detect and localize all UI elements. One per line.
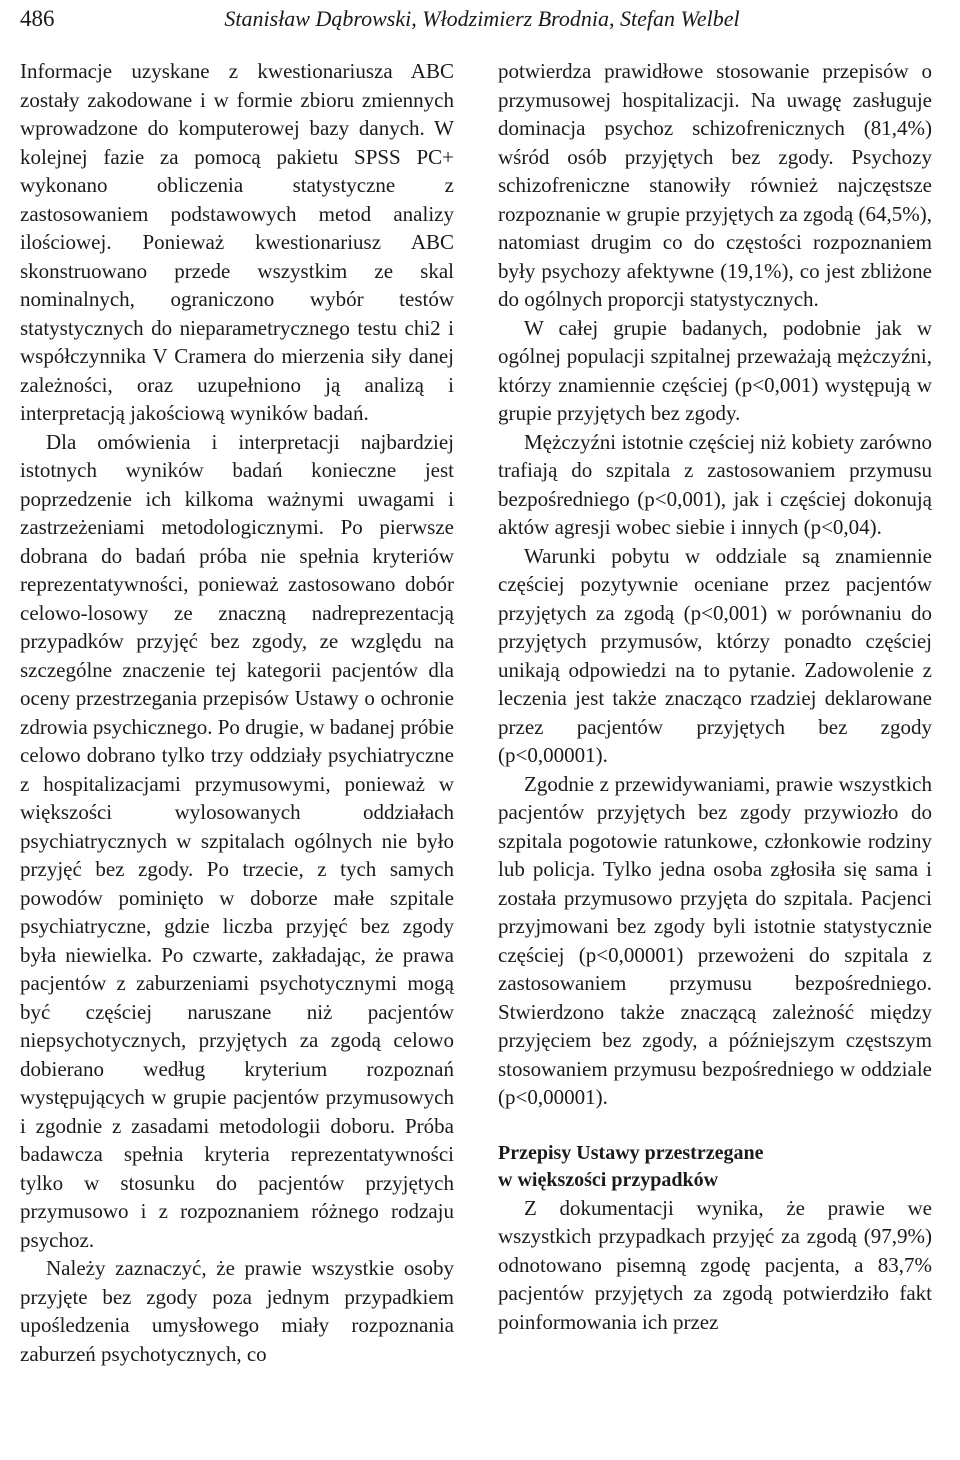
page-header <box>20 4 944 34</box>
paragraph: W całej grupie badanych, podobnie jak w ogólnej populacji szpitalnej przeważają mężczyźni, którzy znamiennie częściej (p<0,001) występują w grupie przyjętych bez zgody. <box>498 315 932 425</box>
section-heading-line: w większości przypadków <box>498 1168 719 1191</box>
paragraph: potwierdza prawidłowe stosowanie przepisów o przymusowej hospitalizacji. Na uwagę zasługuje dominacja psychoz schizofrenicznych (81,4%) wśród osób przyjętych bez zgody. Psychozy schizofreniczne stanowiły również najczęstsze rozpoznanie w grupie przyjętych za zgodą (64,5%), natomiast drugim co do częstości rozpoznaniem były psychozy afektywne (19,1%), co jest zbliżone do ogólnych proporcji statystycznych. <box>498 59 932 311</box>
paragraph: Z dokumentacji wynika, że prawie we wszystkich przypadkach przyjęć za zgodą (97,9%) odnotowano pisemną zgodę pacjenta, a 83,7% pacjentów przyjętych za zgodą potwierdziło fakt poinformowania ich przez <box>498 1195 932 1334</box>
paragraph: Warunki pobytu w oddziale są znamiennie częściej pozytywnie oceniane przez pacjentów przyjętych za zgodą (p<0,001) w porównaniu do przyjętych przymusów, którzy ponadto częściej unikają odpowiedzi na to pytanie. Zadowolenie z leczenia jest także znacząco rzadziej deklarowane przez pacjentów przyjętych bez zgody (p<0,00001). <box>498 543 932 767</box>
paragraph: Zgodnie z przewidywaniami, prawie wszystkich pacjentów przyjętych bez zgody przywiozło do szpitala pogotowie ratunkowe, członkowie rodziny lub policja. Tylko jedna osoba zgłosiła się sama i została przymusowo przyjęta do szpitala. Pacjenci przyjmowani bez zgody byli istotnie statystycznie częściej (p<0,00001) przewożeni do szpitala z zastosowaniem przymusu bezpośredniego. Stwierdzono także znaczącą zależność między przyjęciem bez zgody, a późniejszym częstszym stosowaniem przymusu bezpośredniego w oddziale (p<0,00001). <box>498 771 932 1109</box>
paragraph: Mężczyźni istotnie częściej niż kobiety zarówno trafiają do szpitala z zastosowaniem przymusu bezpośredniego (p<0,001), jak i częściej dokonują aktów agresji wobec siebie i innych (p<0,04). <box>498 429 932 539</box>
paragraph: Informacje uzyskane z kwestionariusza ABC zostały zakodowane i w formie zbioru zmiennych wprowadzone do komputerowej bazy danych. W kolejnej fazie za pomocą pakietu SPSS PC+ wykonano obliczenia statystyczne z zastosowaniem podstawowych metod analizy ilościowej. Ponieważ kwestionariusz ABC skonstruowano przede wszystkim ze skal nominalnych, ograniczono wybór testów statystycznych do nieparametrycznego testu chi2 i współczynnika V Cramera do mierzenia siły danej zależności, oraz uzupełniono ją analizą i interpretacją jakościową wyników badań. <box>20 59 454 425</box>
paragraph: Dla omówienia i interpretacji najbardziej istotnych wyników badań konieczne jest poprzedzenie ich kilkoma ważnymi uwagami i zastrzeżeniami metodologicznymi. Po pierwsze dobrana do badań próba nie spełnia kryteriów reprezentatywności, ponieważ zastosowano dobór celowo-losowy ze znaczną nadreprezentacją przypadków przyjęć bez zgody, ze względu na szczególne znaczenie tej kategorii pacjentów dla oceny przestrzegania przepisów Ustawy o ochronie zdrowia psychicznego. Po drugie, w badanej próbie celowo dobrano tylko trzy oddziały psychiatryczne z hospitalizacjami przymusowymi, ponieważ w większości wylosowanych oddziałach psychiatrycznych w szpitalach ogólnych nie było przyjęć bez zgody. Po trzecie, z tych samych powodów pominięto w doborze małe szpitale psychiatryczne, gdzie liczba przyjęć bez zgody była niewielka. Po czwarte, zakładając, że prawa pacjentów z zaburzeniami psychotycznymi mogą być częściej naruszane niż pacjentów niepsychotycznych, przyjętych za zgodą celowo dobierano według kryterium rozpoznań występujących w grupie pacjentów przymusowych i zgodnie z zasadami metodologii doboru. Próba badawcza spełnia kryteria reprezentatywności tylko w stosunku do pacjentów przyjętych przymusowo i z rozpoznaniem różnego rodzaju psychoz. <box>20 429 454 1252</box>
page-number: 486 <box>20 6 55 31</box>
running-head-authors: Stanisław Dąbrowski, Włodzimierz Brodnia, Stefan Welbel <box>224 6 740 31</box>
section-heading-line: Przepisy Ustawy przestrzegane <box>498 1141 764 1164</box>
section-heading <box>498 1140 932 1194</box>
right-column <box>498 57 932 1336</box>
left-column <box>20 57 454 1368</box>
paragraph: Należy zaznaczyć, że prawie wszystkie osoby przyjęte bez zgody poza jednym przypadkiem upośledzenia umysłowego miały rozpoznania zaburzeń psychotycznych, co <box>20 1256 454 1366</box>
